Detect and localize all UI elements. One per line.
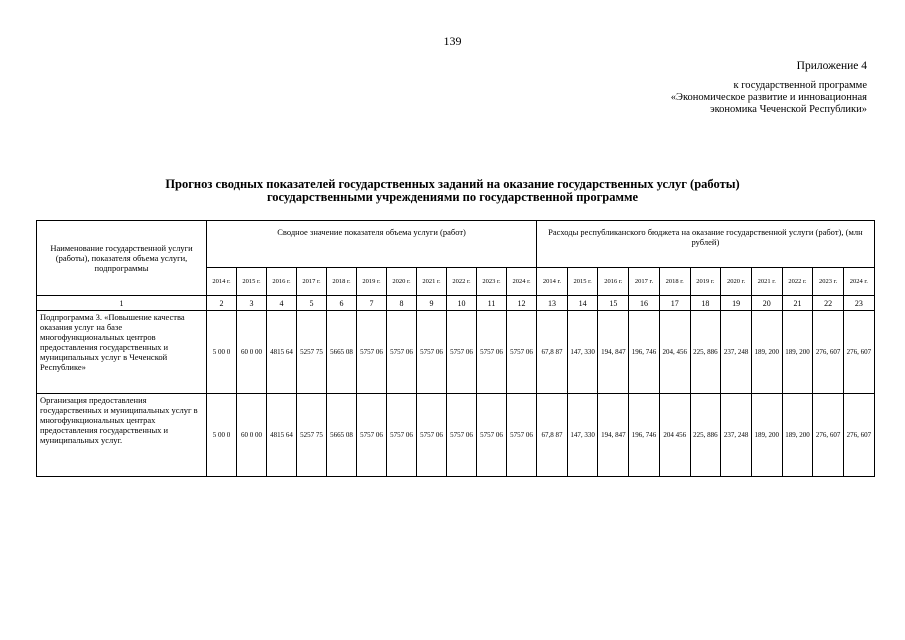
column-number: 5 [297, 296, 327, 311]
table-cell: 5 00 0 [207, 394, 237, 477]
table-cell: 5757 06 [507, 311, 537, 394]
column-number: 23 [843, 296, 874, 311]
document-title-line: Прогноз сводных показателей государственных заданий на оказание государственных услуг (работы) [165, 177, 740, 191]
year-header: 2022 г. [447, 268, 477, 296]
table-row [37, 394, 875, 477]
table-cell: 189, 200 [751, 394, 782, 477]
table-header-row [37, 221, 875, 268]
column-number: 15 [598, 296, 629, 311]
table-cell: 237, 248 [721, 394, 752, 477]
table-cell: 196, 746 [629, 394, 660, 477]
year-header: 2020 г. [387, 268, 417, 296]
document-title [0, 178, 905, 204]
column-number: 7 [357, 296, 387, 311]
table-cell: 5757 06 [477, 394, 507, 477]
table-cell: 5665 08 [327, 394, 357, 477]
year-header: 2015 г. [567, 268, 598, 296]
year-header: 2022 г. [782, 268, 813, 296]
year-header: 2024 г. [843, 268, 874, 296]
table-cell: 276, 607 [813, 394, 844, 477]
year-header: 2018 г. [659, 268, 690, 296]
column-number: 11 [477, 296, 507, 311]
table-cell: 276, 607 [813, 311, 844, 394]
table-cell: 5757 06 [447, 311, 477, 394]
table-cell: 204 456 [659, 394, 690, 477]
table-cell: 5757 06 [417, 394, 447, 477]
year-header: 2024 г. [507, 268, 537, 296]
column-header-name: Наименование государственной услуги (работы), показателя объема услуги, подпрограммы [37, 221, 207, 296]
table-cell: 189, 200 [782, 311, 813, 394]
year-header: 2021 г. [417, 268, 447, 296]
year-header: 2016 г. [267, 268, 297, 296]
column-header-volume: Сводное значение показателя объема услуги (работ) [207, 221, 537, 268]
document-title-line: государственными учреждениями по государственной программе [266, 190, 639, 204]
column-number: 14 [567, 296, 598, 311]
column-numbers-row [37, 296, 875, 311]
table-cell: 60 0 00 [237, 394, 267, 477]
year-header: 2019 г. [357, 268, 387, 296]
table-cell: 196, 746 [629, 311, 660, 394]
year-header: 2014 г. [537, 268, 568, 296]
year-header: 2017 г. [297, 268, 327, 296]
appendix-text [671, 80, 867, 116]
column-number: 10 [447, 296, 477, 311]
table-cell: 5757 06 [477, 311, 507, 394]
year-header: 2016 г. [598, 268, 629, 296]
table-cell: 194, 847 [598, 394, 629, 477]
column-number: 2 [207, 296, 237, 311]
column-number: 20 [751, 296, 782, 311]
table-cell: 225, 886 [690, 311, 721, 394]
column-header-expenses: Расходы республиканского бюджета на оказание государственной услуги (работ), (млн рублей) [537, 221, 875, 268]
table-cell: 5257 75 [297, 311, 327, 394]
column-number: 8 [387, 296, 417, 311]
column-number: 17 [659, 296, 690, 311]
year-header: 2023 г. [813, 268, 844, 296]
column-number: 21 [782, 296, 813, 311]
table-cell: 204, 456 [659, 311, 690, 394]
table-cell: 4815 64 [267, 394, 297, 477]
year-header: 2017 г. [629, 268, 660, 296]
table-cell: 189, 200 [782, 394, 813, 477]
table-cell: 5257 75 [297, 394, 327, 477]
table-cell: 5757 06 [507, 394, 537, 477]
appendix-line: «Экономическое развитие и инновационная [670, 92, 867, 103]
year-header: 2020 г. [721, 268, 752, 296]
column-number: 4 [267, 296, 297, 311]
year-header: 2021 г. [751, 268, 782, 296]
column-number: 16 [629, 296, 660, 311]
appendix-line: к государственной программе [733, 80, 867, 91]
column-number: 1 [37, 296, 207, 311]
table-cell: 4815 64 [267, 311, 297, 394]
table-cell: 276, 607 [843, 311, 874, 394]
column-number: 3 [237, 296, 267, 311]
table-cell: 225, 886 [690, 394, 721, 477]
forecast-table [36, 220, 875, 477]
table-cell: 5757 06 [387, 311, 417, 394]
year-header: 2015 г. [237, 268, 267, 296]
column-number: 13 [537, 296, 568, 311]
appendix-line: экономика Чеченской Республики» [710, 104, 867, 115]
table-row [37, 311, 875, 394]
table-cell: 5 00 0 [207, 311, 237, 394]
year-header: 2014 г. [207, 268, 237, 296]
column-number: 6 [327, 296, 357, 311]
table-cell: 237, 248 [721, 311, 752, 394]
appendix-title: Приложение 4 [796, 60, 867, 72]
table-cell: 67,8 87 [537, 394, 568, 477]
row-label: Организация предоставления государственных и муниципальных услуг в многофункциональных центрах предоставления государственных и муниципальных услуг. [37, 394, 207, 477]
table-cell: 147, 330 [567, 394, 598, 477]
year-header: 2018 г. [327, 268, 357, 296]
table-cell: 276, 607 [843, 394, 874, 477]
table-cell: 67,8 87 [537, 311, 568, 394]
table-cell: 60 0 00 [237, 311, 267, 394]
table-cell: 5757 06 [357, 394, 387, 477]
column-number: 19 [721, 296, 752, 311]
column-number: 22 [813, 296, 844, 311]
table-cell: 5757 06 [447, 394, 477, 477]
page-number: 139 [443, 34, 462, 48]
column-number: 12 [507, 296, 537, 311]
table-cell: 5757 06 [417, 311, 447, 394]
year-header: 2023 г. [477, 268, 507, 296]
row-label: Подпрограмма 3. «Повышение качества оказания услуг на базе многофункциональных центров предоставления государственных и муниципальных услуг в Чеченской Республике» [37, 311, 207, 394]
column-number: 18 [690, 296, 721, 311]
table-cell: 189, 200 [751, 311, 782, 394]
table-cell: 5757 06 [357, 311, 387, 394]
table-cell: 147, 330 [567, 311, 598, 394]
table-cell: 5757 06 [387, 394, 417, 477]
year-header: 2019 г. [690, 268, 721, 296]
column-number: 9 [417, 296, 447, 311]
table-cell: 194, 847 [598, 311, 629, 394]
table-cell: 5665 08 [327, 311, 357, 394]
